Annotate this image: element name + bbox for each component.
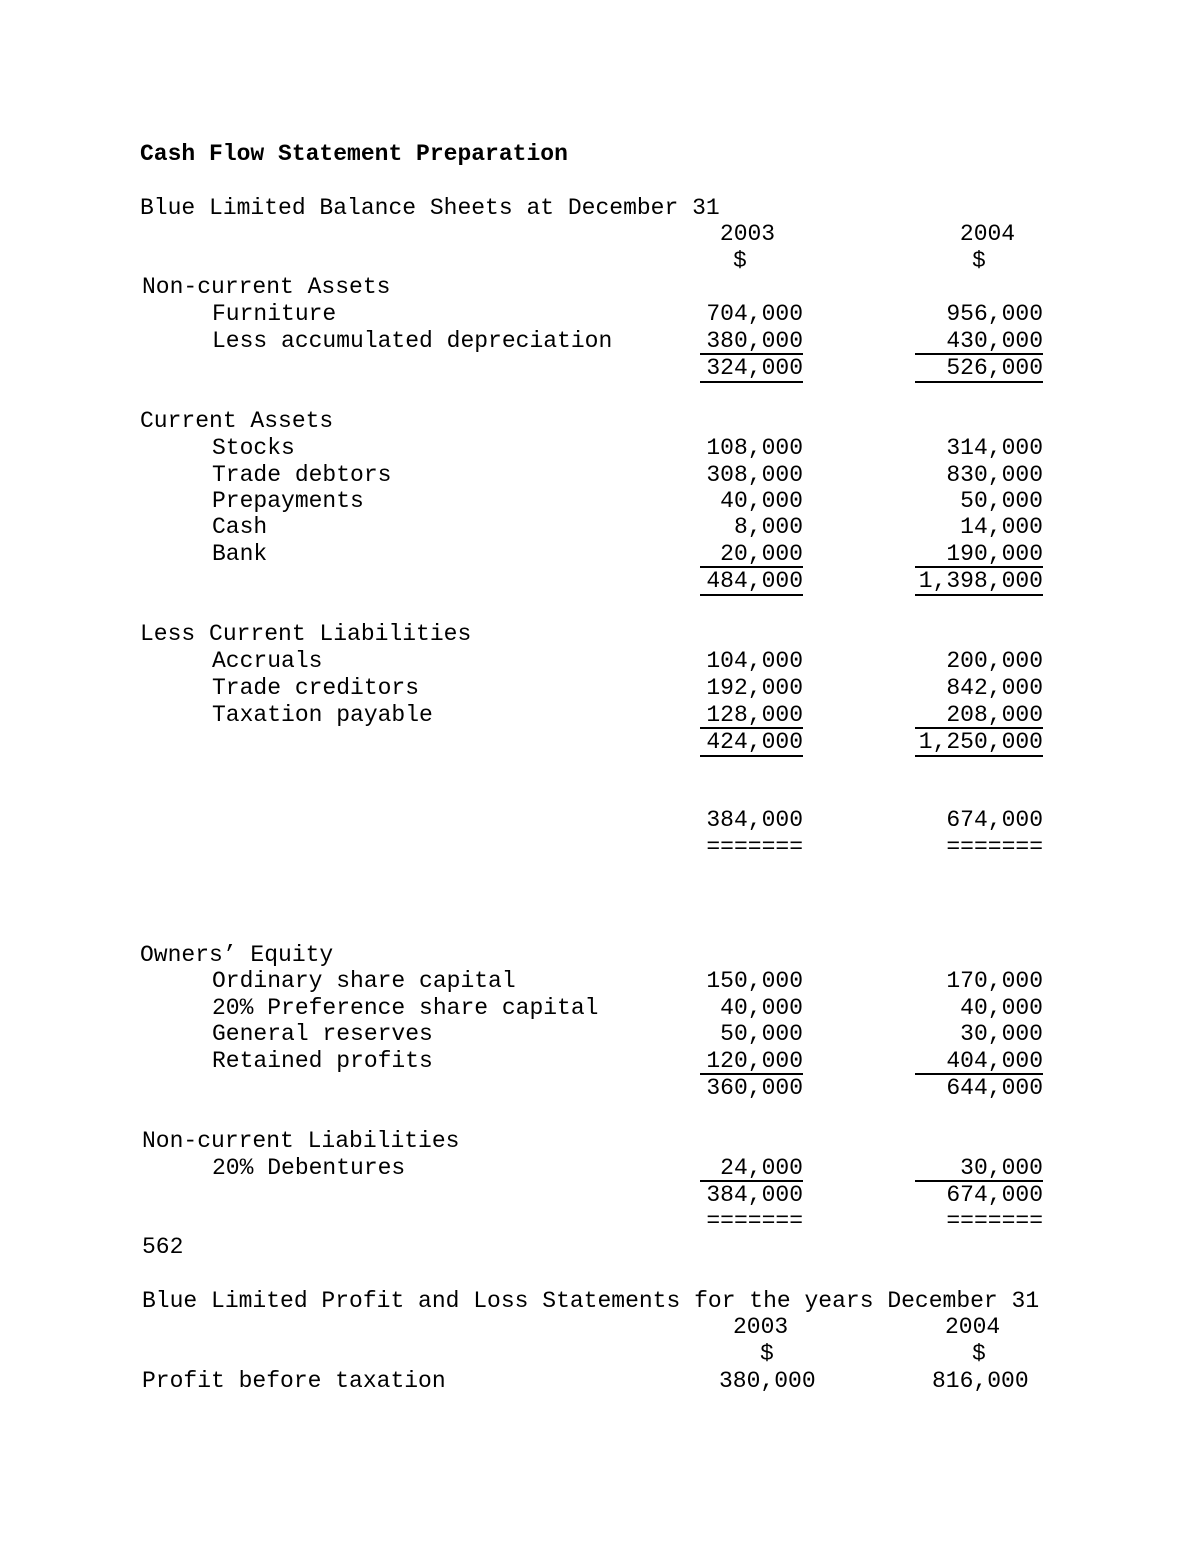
reserves-2003: 50,000: [720, 1021, 803, 1047]
noncurrent-liabilities-label: Non-current Liabilities: [142, 1128, 460, 1154]
creditors-label: Trade creditors: [212, 675, 420, 701]
depreciation-label: Less accumulated depreciation: [212, 328, 613, 354]
pl-year-2003: 2003: [733, 1314, 789, 1340]
stocks-2003: 108,000: [706, 435, 803, 461]
retained-label: Retained profits: [212, 1048, 433, 1074]
net-assets-rule-2004: =======: [946, 834, 1043, 860]
prepayments-2004: 50,000: [960, 488, 1043, 514]
pl-year-2004: 2004: [945, 1314, 1001, 1340]
bank-label: Bank: [212, 541, 268, 567]
profit-2003: 380,000: [719, 1368, 816, 1394]
depreciation-2004: 430,000: [946, 328, 1043, 354]
current-liabilities-label: Less Current Liabilities: [140, 621, 472, 647]
reserves-label: General reserves: [212, 1021, 433, 1047]
bs-year-2003: 2003: [719, 221, 776, 247]
profit-label: Profit before taxation: [142, 1368, 446, 1394]
prepayments-label: Prepayments: [212, 488, 364, 514]
reserves-2004: 30,000: [960, 1021, 1043, 1047]
preference-2003: 40,000: [720, 995, 803, 1021]
equity-total-2004: 644,000: [915, 1073, 1043, 1101]
final-rule-2004: =======: [946, 1208, 1043, 1234]
cash-label: Cash: [212, 514, 268, 540]
noncurrent-assets-label: Non-current Assets: [142, 274, 391, 300]
equity-total-2003: 360,000: [700, 1073, 803, 1101]
preference-2004: 40,000: [960, 995, 1043, 1021]
debentures-2003: 24,000: [720, 1155, 803, 1181]
net-assets-2004: 674,000: [946, 807, 1043, 833]
page-title: Cash Flow Statement Preparation: [140, 141, 568, 167]
furniture-2004: 956,000: [946, 301, 1043, 327]
net-assets-2003: 384,000: [706, 807, 803, 833]
accruals-2003: 104,000: [706, 648, 803, 674]
bs-year-2004: 2004: [959, 221, 1016, 247]
current-assets-total-2003: 484,000: [700, 566, 803, 596]
noncurrent-assets-total-2004: 526,000: [915, 353, 1043, 383]
ordinary-2003: 150,000: [706, 968, 803, 994]
creditors-2004: 842,000: [946, 675, 1043, 701]
bank-2004: 190,000: [946, 541, 1043, 567]
bs-currency-2004: $: [972, 248, 986, 274]
furniture-label: Furniture: [212, 301, 337, 327]
prepayments-2003: 40,000: [720, 488, 803, 514]
debtors-label: Trade debtors: [212, 462, 392, 488]
current-liabilities-total-2004: 1,250,000: [915, 727, 1043, 757]
pl-currency-2004: $: [972, 1341, 986, 1367]
final-rule-2003: =======: [706, 1208, 803, 1234]
current-liabilities-total-2003: 424,000: [700, 727, 803, 757]
cash-2004: 14,000: [960, 514, 1043, 540]
current-assets-label: Current Assets: [140, 408, 334, 434]
current-assets-total-2004: 1,398,000: [915, 566, 1043, 596]
retained-2003: 120,000: [706, 1048, 803, 1074]
bs-currency-2003: $: [733, 248, 747, 274]
retained-2004: 404,000: [946, 1048, 1043, 1074]
profit-2004: 816,000: [932, 1368, 1029, 1394]
stocks-2004: 314,000: [946, 435, 1043, 461]
noncurrent-liabilities-total-2003: 384,000: [700, 1180, 803, 1208]
tax-2003: 128,000: [706, 702, 803, 728]
stocks-label: Stocks: [212, 435, 295, 461]
debentures-label: 20% Debentures: [212, 1155, 406, 1181]
tax-2004: 208,000: [946, 702, 1043, 728]
debtors-2004: 830,000: [946, 462, 1043, 488]
noncurrent-assets-total-2003: 324,000: [700, 353, 803, 383]
equity-label: Owners’ Equity: [140, 942, 334, 968]
accruals-2004: 200,000: [946, 648, 1043, 674]
ordinary-label: Ordinary share capital: [212, 968, 516, 994]
pl-heading: Blue Limited Profit and Loss Statements for the years December 31: [142, 1288, 1040, 1314]
accruals-label: Accruals: [212, 648, 323, 674]
page-number: 562: [142, 1234, 184, 1260]
pl-currency-2003: $: [760, 1341, 774, 1367]
bank-2003: 20,000: [720, 541, 803, 567]
depreciation-2003: 380,000: [706, 328, 803, 354]
ordinary-2004: 170,000: [946, 968, 1043, 994]
tax-label: Taxation payable: [212, 702, 433, 728]
debtors-2003: 308,000: [706, 462, 803, 488]
balance-sheet-heading: Blue Limited Balance Sheets at December 31: [140, 195, 720, 221]
net-assets-rule-2003: =======: [706, 834, 803, 860]
furniture-2003: 704,000: [706, 301, 803, 327]
debentures-2004: 30,000: [960, 1155, 1043, 1181]
cash-2003: 8,000: [733, 514, 803, 540]
creditors-2003: 192,000: [706, 675, 803, 701]
noncurrent-liabilities-total-2004: 674,000: [915, 1180, 1043, 1208]
preference-label: 20% Preference share capital: [212, 995, 599, 1021]
